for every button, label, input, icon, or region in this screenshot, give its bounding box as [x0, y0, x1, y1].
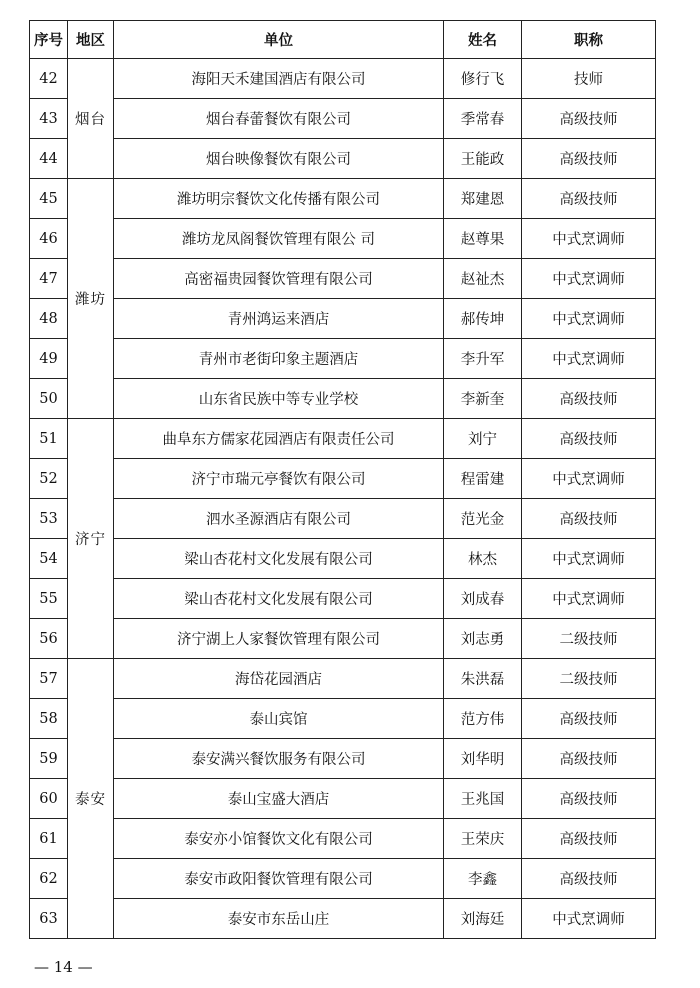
seq-cell: 55: [30, 579, 68, 619]
title-cell: 中式烹调师: [522, 339, 656, 379]
unit-cell: 烟台春蕾餐饮有限公司: [114, 99, 444, 139]
seq-cell: 57: [30, 659, 68, 699]
table-row: [30, 259, 656, 299]
name-cell: 刘成春: [444, 579, 522, 619]
title-cell: 二级技师: [522, 619, 656, 659]
title-cell: 中式烹调师: [522, 459, 656, 499]
name-cell: 刘志勇: [444, 619, 522, 659]
title-cell: 高级技师: [522, 819, 656, 859]
name-cell: 范方伟: [444, 699, 522, 739]
unit-cell: 泰安亦小馆餐饮文化有限公司: [114, 819, 444, 859]
table-row: [30, 419, 656, 459]
seq-cell: 56: [30, 619, 68, 659]
name-cell: 范光金: [444, 499, 522, 539]
seq-cell: 61: [30, 819, 68, 859]
name-cell: 林杰: [444, 539, 522, 579]
seq-cell: 53: [30, 499, 68, 539]
unit-cell: 泰安市东岳山庄: [114, 899, 444, 939]
unit-cell: 烟台映像餐饮有限公司: [114, 139, 444, 179]
unit-cell: 济宁湖上人家餐饮管理有限公司: [114, 619, 444, 659]
header-seq: 序号: [30, 21, 68, 59]
seq-cell: 48: [30, 299, 68, 339]
title-cell: 高级技师: [522, 419, 656, 459]
table-row: [30, 339, 656, 379]
seq-cell: 52: [30, 459, 68, 499]
name-cell: 李新奎: [444, 379, 522, 419]
table-row: [30, 899, 656, 939]
region-cell: 济宁: [68, 419, 114, 659]
name-cell: 李升军: [444, 339, 522, 379]
title-cell: 高级技师: [522, 739, 656, 779]
title-cell: 技师: [522, 59, 656, 99]
seq-cell: 47: [30, 259, 68, 299]
title-cell: 高级技师: [522, 859, 656, 899]
header-region: 地区: [68, 21, 114, 59]
title-cell: 中式烹调师: [522, 299, 656, 339]
name-cell: 李鑫: [444, 859, 522, 899]
unit-cell: 梁山杏花村文化发展有限公司: [114, 539, 444, 579]
title-cell: 高级技师: [522, 779, 656, 819]
unit-cell: 泰安满兴餐饮服务有限公司: [114, 739, 444, 779]
unit-cell: 海岱花园酒店: [114, 659, 444, 699]
table-row: [30, 579, 656, 619]
unit-cell: 曲阜东方儒家花园酒店有限责任公司: [114, 419, 444, 459]
seq-cell: 54: [30, 539, 68, 579]
seq-cell: 60: [30, 779, 68, 819]
header-title: 职称: [522, 21, 656, 59]
title-cell: 高级技师: [522, 99, 656, 139]
table-row: [30, 739, 656, 779]
region-cell: 烟台: [68, 59, 114, 179]
title-cell: 高级技师: [522, 179, 656, 219]
unit-cell: 青州市老街印象主题酒店: [114, 339, 444, 379]
seq-cell: 59: [30, 739, 68, 779]
unit-cell: 潍坊龙凤阁餐饮管理有限公 司: [114, 219, 444, 259]
seq-cell: 50: [30, 379, 68, 419]
table-row: [30, 139, 656, 179]
unit-cell: 山东省民族中等专业学校: [114, 379, 444, 419]
name-cell: 王荣庆: [444, 819, 522, 859]
table-row: [30, 499, 656, 539]
table-row: [30, 779, 656, 819]
title-cell: 中式烹调师: [522, 579, 656, 619]
name-cell: 赵尊果: [444, 219, 522, 259]
title-cell: 中式烹调师: [522, 219, 656, 259]
unit-cell: 泰安市政阳餐饮管理有限公司: [114, 859, 444, 899]
unit-cell: 潍坊明宗餐饮文化传播有限公司: [114, 179, 444, 219]
name-cell: 刘华明: [444, 739, 522, 779]
table-row: [30, 819, 656, 859]
seq-cell: 63: [30, 899, 68, 939]
name-cell: 王兆国: [444, 779, 522, 819]
roster-body: [30, 59, 656, 939]
header-name: 姓名: [444, 21, 522, 59]
name-cell: 程雷建: [444, 459, 522, 499]
seq-cell: 62: [30, 859, 68, 899]
seq-cell: 51: [30, 419, 68, 459]
name-cell: 季常春: [444, 99, 522, 139]
name-cell: 朱洪磊: [444, 659, 522, 699]
unit-cell: 海阳天禾建国酒店有限公司: [114, 59, 444, 99]
seq-cell: 46: [30, 219, 68, 259]
page-number: — 14 —: [34, 958, 93, 976]
name-cell: 修行飞: [444, 59, 522, 99]
unit-cell: 济宁市瑞元亭餐饮有限公司: [114, 459, 444, 499]
name-cell: 赵祉杰: [444, 259, 522, 299]
region-cell: 泰安: [68, 659, 114, 939]
table-row: [30, 659, 656, 699]
seq-cell: 49: [30, 339, 68, 379]
seq-cell: 45: [30, 179, 68, 219]
title-cell: 高级技师: [522, 139, 656, 179]
table-row: [30, 619, 656, 659]
table-row: [30, 299, 656, 339]
table-row: [30, 219, 656, 259]
table-row: [30, 539, 656, 579]
name-cell: 郝传坤: [444, 299, 522, 339]
title-cell: 高级技师: [522, 699, 656, 739]
table-row: [30, 59, 656, 99]
unit-cell: 梁山杏花村文化发展有限公司: [114, 579, 444, 619]
header-unit: 单位: [114, 21, 444, 59]
table-row: [30, 379, 656, 419]
seq-cell: 42: [30, 59, 68, 99]
name-cell: 刘宁: [444, 419, 522, 459]
unit-cell: 高密福贵园餐饮管理有限公司: [114, 259, 444, 299]
title-cell: 中式烹调师: [522, 259, 656, 299]
table-row: [30, 99, 656, 139]
name-cell: 郑建恩: [444, 179, 522, 219]
seq-cell: 58: [30, 699, 68, 739]
seq-cell: 44: [30, 139, 68, 179]
title-cell: 中式烹调师: [522, 539, 656, 579]
region-cell: 潍坊: [68, 179, 114, 419]
header-row: [30, 21, 656, 59]
name-cell: 刘海廷: [444, 899, 522, 939]
title-cell: 高级技师: [522, 379, 656, 419]
unit-cell: 泰山宝盛大酒店: [114, 779, 444, 819]
table-row: [30, 179, 656, 219]
unit-cell: 泗水圣源酒店有限公司: [114, 499, 444, 539]
title-cell: 中式烹调师: [522, 899, 656, 939]
title-cell: 高级技师: [522, 499, 656, 539]
table-row: [30, 699, 656, 739]
table-row: [30, 859, 656, 899]
unit-cell: 青州鸿运来酒店: [114, 299, 444, 339]
unit-cell: 泰山宾馆: [114, 699, 444, 739]
seq-cell: 43: [30, 99, 68, 139]
table-row: [30, 459, 656, 499]
name-cell: 王能政: [444, 139, 522, 179]
title-cell: 二级技师: [522, 659, 656, 699]
roster-table: [29, 20, 656, 939]
